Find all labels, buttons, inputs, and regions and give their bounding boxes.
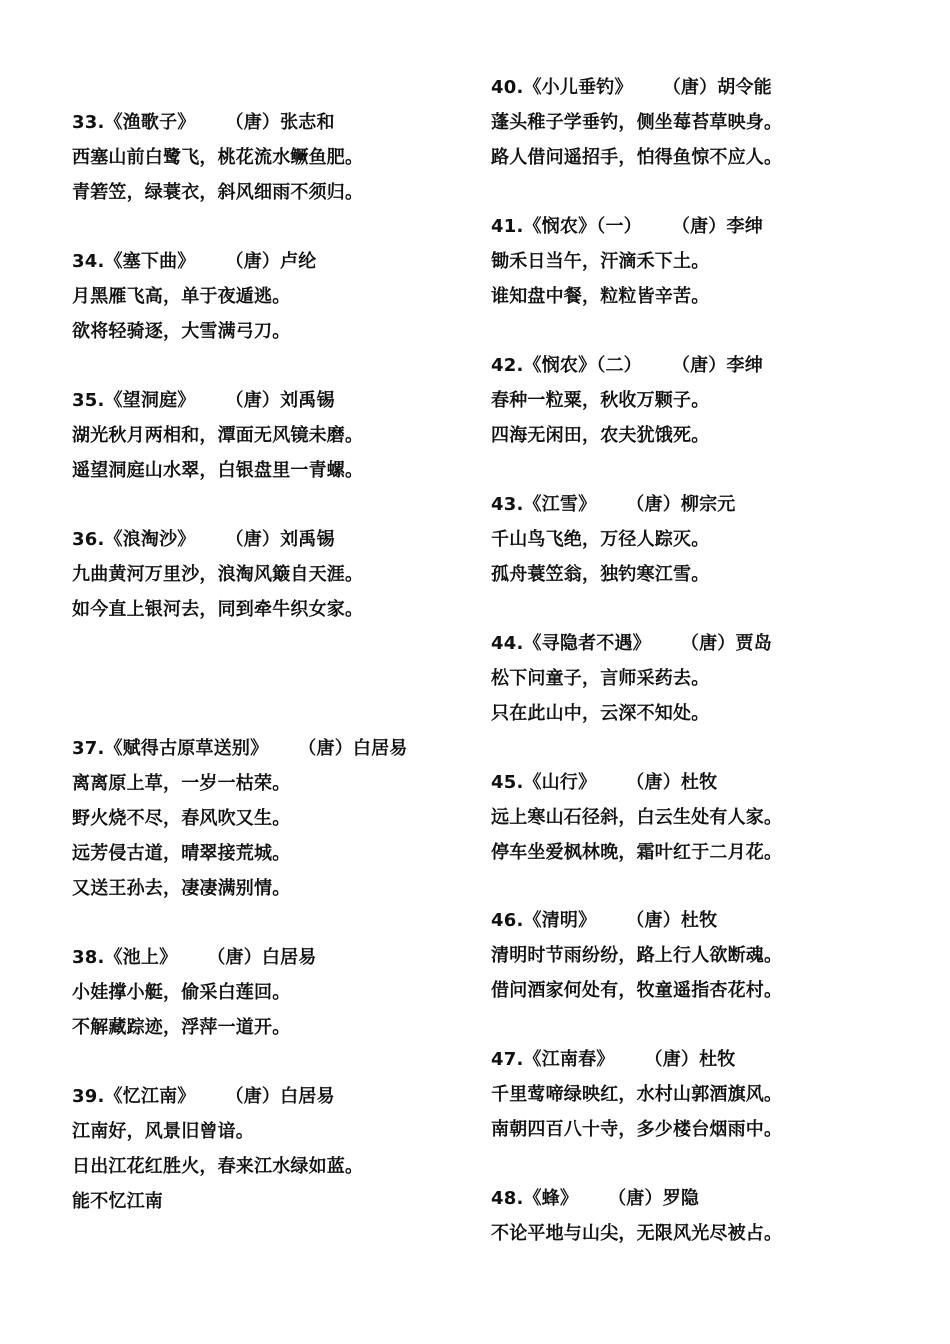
poem-35 bbox=[72, 383, 512, 488]
poem-line: 千山鸟飞绝，万径人踪灭。 bbox=[491, 529, 710, 550]
poem-heading bbox=[491, 209, 931, 244]
poem-title: 41.《悯农》（一） bbox=[491, 216, 642, 237]
poem-line: 借问酒家何处有，牧童遥指杏花村。 bbox=[491, 980, 783, 1001]
poem-42 bbox=[491, 348, 931, 453]
poem-line: 月黑雁飞高，单于夜遁逃。 bbox=[72, 286, 291, 307]
poem-line: 远上寒山石径斜，白云生处有人家。 bbox=[491, 807, 783, 828]
poem-author: （唐）杜牧 bbox=[644, 1049, 736, 1070]
poem-line: 江南好，风景旧曾谙。 bbox=[72, 1121, 254, 1142]
poem-title: 45.《山行》 bbox=[491, 772, 597, 793]
poem-title: 36.《浪淘沙》 bbox=[72, 529, 196, 550]
poem-43 bbox=[491, 487, 931, 592]
poem-line: 孤舟蓑笠翁，独钓寒江雪。 bbox=[491, 564, 710, 585]
poem-heading bbox=[491, 1181, 931, 1216]
poem-line: 路人借问遥招手，怕得鱼惊不应人。 bbox=[491, 147, 783, 168]
poem-line: 不解藏踪迹，浮萍一道开。 bbox=[72, 1017, 291, 1038]
poem-author: （唐）张志和 bbox=[225, 112, 335, 133]
poem-author: （唐）柳宗元 bbox=[626, 494, 736, 515]
poem-author: （唐）白居易 bbox=[298, 738, 408, 759]
poem-heading bbox=[72, 105, 512, 140]
poem-author: （唐）刘禹锡 bbox=[225, 529, 335, 550]
poem-title: 33.《渔歌子》 bbox=[72, 112, 196, 133]
poem-heading bbox=[491, 487, 931, 522]
poem-line: 蓬头稚子学垂钓，侧坐莓苔草映身。 bbox=[491, 112, 783, 133]
poem-line: 谁知盘中餐，粒粒皆辛苦。 bbox=[491, 286, 710, 307]
poem-title: 44.《寻隐者不遇》 bbox=[491, 633, 651, 654]
poem-heading bbox=[72, 383, 512, 418]
poem-line: 南朝四百八十寺，多少楼台烟雨中。 bbox=[491, 1119, 783, 1140]
poem-37 bbox=[72, 731, 512, 906]
poem-author: （唐）杜牧 bbox=[626, 772, 718, 793]
poem-heading bbox=[491, 765, 931, 800]
poem-heading bbox=[72, 1079, 512, 1114]
poem-line: 不论平地与山尖，无限风光尽被占。 bbox=[491, 1223, 783, 1244]
poem-39 bbox=[72, 1079, 512, 1219]
poem-46 bbox=[491, 903, 931, 1008]
poem-38 bbox=[72, 940, 512, 1045]
poem-line: 小娃撑小艇，偷采白莲回。 bbox=[72, 982, 291, 1003]
poem-line: 野火烧不尽，春风吹又生。 bbox=[72, 808, 291, 829]
poem-heading bbox=[491, 903, 931, 938]
poem-line: 日出江花红胜火，春来江水绿如蓝。 bbox=[72, 1156, 364, 1177]
poem-author: （唐）胡令能 bbox=[662, 77, 772, 98]
poem-title: 37.《赋得古原草送别》 bbox=[72, 738, 269, 759]
poem-heading bbox=[491, 348, 931, 383]
poem-title: 34.《塞下曲》 bbox=[72, 251, 196, 272]
poem-author: （唐）贾岛 bbox=[680, 633, 772, 654]
poem-heading bbox=[491, 70, 931, 105]
poem-line: 遥望洞庭山水翠，白银盘里一青螺。 bbox=[72, 460, 364, 481]
poem-heading bbox=[72, 244, 512, 279]
poem-author: （唐）罗隐 bbox=[608, 1188, 700, 1209]
poem-44 bbox=[491, 626, 931, 731]
poem-line: 清明时节雨纷纷，路上行人欲断魂。 bbox=[491, 945, 783, 966]
poem-line: 湖光秋月两相和，潭面无风镜未磨。 bbox=[72, 425, 364, 446]
poem-title: 48.《蜂》 bbox=[491, 1188, 579, 1209]
poem-48 bbox=[491, 1181, 931, 1251]
poem-line: 远芳侵古道，晴翠接荒城。 bbox=[72, 843, 291, 864]
poem-heading bbox=[72, 731, 512, 766]
poem-line: 停车坐爱枫林晚，霜叶红于二月花。 bbox=[491, 842, 783, 863]
poem-heading bbox=[491, 1042, 931, 1077]
poem-title: 43.《江雪》 bbox=[491, 494, 597, 515]
poem-author: （唐）白居易 bbox=[225, 1086, 335, 1107]
poem-line: 青箬笠，绿蓑衣，斜风细雨不须归。 bbox=[72, 182, 364, 203]
poem-line: 又送王孙去，凄凄满别情。 bbox=[72, 878, 291, 899]
poem-author: （唐）李绅 bbox=[671, 216, 763, 237]
poem-title: 47.《江南春》 bbox=[491, 1049, 615, 1070]
poem-title: 35.《望洞庭》 bbox=[72, 390, 196, 411]
poem-author: （唐）白居易 bbox=[207, 947, 317, 968]
poem-line: 欲将轻骑逐，大雪满弓刀。 bbox=[72, 321, 291, 342]
poem-title: 40.《小儿垂钓》 bbox=[491, 77, 633, 98]
poem-line: 锄禾日当午，汗滴禾下土。 bbox=[491, 251, 710, 272]
poem-34 bbox=[72, 244, 512, 349]
poem-line: 九曲黄河万里沙，浪淘风簸自天涯。 bbox=[72, 564, 364, 585]
poem-heading bbox=[491, 626, 931, 661]
poem-41 bbox=[491, 209, 931, 314]
poem-author: （唐）李绅 bbox=[671, 355, 763, 376]
poem-heading bbox=[72, 522, 512, 557]
poem-line: 春种一粒粟，秋收万颗子。 bbox=[491, 390, 710, 411]
poem-line: 离离原上草，一岁一枯荣。 bbox=[72, 773, 291, 794]
poem-line: 西塞山前白鹭飞，桃花流水鳜鱼肥。 bbox=[72, 147, 364, 168]
poem-line: 松下问童子，言师采药去。 bbox=[491, 668, 710, 689]
poem-40 bbox=[491, 70, 931, 175]
poem-line: 千里莺啼绿映红，水村山郭酒旗风。 bbox=[491, 1084, 783, 1105]
poem-title: 38.《池上》 bbox=[72, 947, 178, 968]
poem-title: 39.《忆江南》 bbox=[72, 1086, 196, 1107]
poem-author: （唐）刘禹锡 bbox=[225, 390, 335, 411]
poem-47 bbox=[491, 1042, 931, 1147]
poem-line: 四海无闲田，农夫犹饿死。 bbox=[491, 425, 710, 446]
poem-36 bbox=[72, 522, 512, 627]
poem-45 bbox=[491, 765, 931, 870]
poem-title: 46.《清明》 bbox=[491, 910, 597, 931]
poem-line: 能不忆江南 bbox=[72, 1191, 163, 1212]
poem-title: 42.《悯农》（二） bbox=[491, 355, 642, 376]
poem-author: （唐）卢纶 bbox=[225, 251, 317, 272]
poem-author: （唐）杜牧 bbox=[626, 910, 718, 931]
poem-line: 如今直上银河去，同到牵牛织女家。 bbox=[72, 599, 364, 620]
poem-line: 只在此山中，云深不知处。 bbox=[491, 703, 710, 724]
poem-heading bbox=[72, 940, 512, 975]
poem-33 bbox=[72, 105, 512, 210]
